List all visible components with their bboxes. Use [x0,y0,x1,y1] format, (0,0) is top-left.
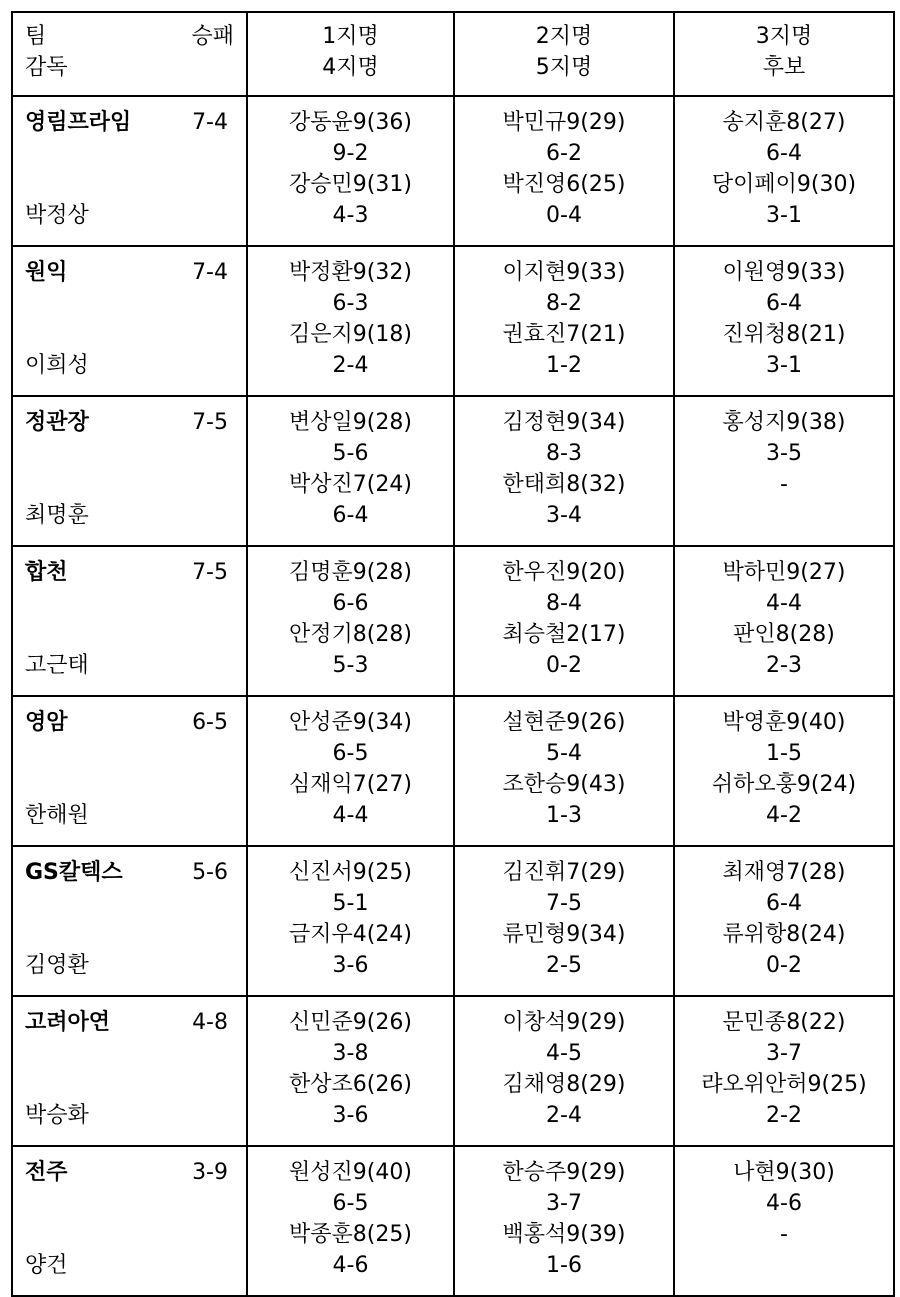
player-record: 3-1 [766,203,802,228]
player-cell-c1 [247,396,454,546]
player-record: 2-5 [546,953,582,978]
team-manager: 이희성 [25,353,89,378]
player-cell-c1 [247,96,454,246]
player-record: 0-4 [546,203,582,228]
header-pick3: 3지명 [755,24,813,49]
player-record: 3-8 [332,1041,369,1066]
player-record: 4-4 [332,803,369,828]
player-record: 3-1 [766,353,802,378]
team-record: 4-8 [192,1010,228,1035]
player-record: 6-6 [332,591,369,616]
team-manager: 한해원 [25,803,89,828]
player-cell-c2 [454,996,674,1146]
player-name: 박하민9(27) [722,560,846,585]
team-name: 합천 [25,560,68,585]
player-name: 당이페이9(30) [711,172,857,197]
team-row [12,696,894,846]
team-row [12,1146,894,1296]
player-name: 쉬하오훙9(24) [711,772,857,797]
player-name: 김명훈9(28) [289,560,412,585]
player-cell-c1 [247,546,454,696]
player-name: 신진서9(25) [289,860,412,885]
team-manager: 양건 [25,1253,68,1278]
table-body [12,12,894,1296]
player-name: 신민준9(26) [289,1010,412,1035]
player-record: 3-6 [332,953,369,978]
player-name: 랴오위안허9(25) [701,1072,867,1097]
player-record: 2-4 [546,1103,582,1128]
player-cell-c2 [454,1146,674,1296]
player-record: 3-5 [766,441,802,466]
team-cell [12,246,247,396]
player-record: 6-5 [332,1191,369,1216]
player-name: 박상진7(24) [289,472,412,497]
team-cell [12,96,247,246]
player-record: 6-2 [546,141,582,166]
player-cell-c1 [247,846,454,996]
team-name: 정관장 [25,410,89,435]
team-name: 영암 [25,710,68,735]
player-name: 판인8(28) [733,622,835,647]
player-cell-c2 [454,546,674,696]
team-name: 고려아연 [25,1010,111,1035]
player-name: 원성진9(40) [289,1160,412,1185]
player-record: 1-2 [546,353,582,378]
player-record: 6-5 [332,741,369,766]
team-record: 3-9 [192,1160,228,1185]
player-record: 8-2 [546,291,582,316]
player-record: 6-4 [766,891,802,916]
player-record: 3-4 [546,503,582,528]
header-manager: 감독 [25,55,68,80]
team-cell [12,996,247,1146]
team-cell [12,846,247,996]
player-cell-c3 [674,246,894,396]
player-cell-c2 [454,96,674,246]
player-name: 홍성지9(38) [722,410,846,435]
team-manager: 박승화 [25,1103,89,1128]
header-pick4: 4지명 [322,55,379,80]
player-record: 3-7 [766,1041,802,1066]
player-name: 박종훈8(25) [289,1222,412,1247]
team-record: 7-4 [192,110,228,135]
player-name: 최승철2(17) [502,622,626,647]
player-name: - [780,1222,788,1247]
player-cell-c2 [454,246,674,396]
player-cell-c2 [454,396,674,546]
team-name: 영림프라임 [25,110,132,135]
player-record: 4-4 [766,591,802,616]
player-name: 김정현9(34) [502,410,626,435]
header-row [12,12,894,96]
player-cell-c3 [674,696,894,846]
player-name: 강승민9(31) [289,172,412,197]
player-name: 금지우4(24) [289,922,412,947]
player-record: 2-2 [766,1103,802,1128]
player-name: 한태희8(32) [502,472,626,497]
team-manager: 고근태 [25,653,89,678]
header-pick1: 1지명 [322,24,379,49]
player-record: 6-4 [332,503,369,528]
player-record: 2-4 [332,353,369,378]
team-record: 7-5 [192,560,228,585]
player-name: 박영훈9(40) [722,710,846,735]
player-name: 김채영8(29) [502,1072,626,1097]
header-reserve: 후보 [762,55,806,80]
team-record: 5-6 [192,860,228,885]
player-record: 5-4 [546,741,582,766]
team-cell [12,1146,247,1296]
player-name: 한승주9(29) [502,1160,626,1185]
team-name: 전주 [25,1160,68,1185]
player-record: 5-1 [332,891,369,916]
player-name: 설현준9(26) [502,710,626,735]
player-name: 진위청8(21) [722,322,846,347]
player-record: 4-6 [332,1253,369,1278]
player-name: 안성준9(34) [289,710,412,735]
team-name: GS칼텍스 [25,860,123,885]
player-record: 8-4 [546,591,582,616]
draft-table [11,11,895,1297]
player-name: 한우진9(20) [502,560,626,585]
header-team-cell [12,12,247,96]
player-name: 권효진7(21) [502,322,626,347]
player-cell-c3 [674,96,894,246]
player-cell-c2 [454,696,674,846]
player-name: 심재익7(27) [289,772,412,797]
player-record: 6-4 [766,141,802,166]
team-record: 6-5 [192,710,228,735]
player-name: 류위항8(24) [722,922,846,947]
player-name: 박정환9(32) [289,260,412,285]
player-record [675,500,893,531]
player-name: 이원영9(33) [722,260,846,285]
player-name: 최재영7(28) [722,860,846,885]
player-record: 0-2 [766,953,802,978]
team-row [12,96,894,246]
team-row [12,546,894,696]
player-name: 박민규9(29) [502,110,626,135]
player-cell-c3 [674,1146,894,1296]
player-record: 5-6 [332,441,369,466]
player-name: 문민종8(22) [722,1010,846,1035]
player-cell-c3 [674,546,894,696]
team-row [12,396,894,546]
player-cell-c2 [454,846,674,996]
team-manager: 박정상 [25,203,89,228]
player-cell-c1 [247,1146,454,1296]
header-record: 승패 [191,24,234,49]
team-name: 원익 [25,260,68,285]
player-name: 한상조6(26) [289,1072,412,1097]
team-record: 7-5 [192,410,228,435]
player-record: 1-3 [546,803,582,828]
player-cell-c3 [674,996,894,1146]
team-row [12,846,894,996]
player-name: 송지훈8(27) [722,110,846,135]
player-record [675,1250,893,1281]
player-cell-c1 [247,696,454,846]
player-record: 3-7 [546,1191,582,1216]
player-record: 2-3 [766,653,802,678]
team-record: 7-4 [192,260,228,285]
player-name: 박진영6(25) [502,172,626,197]
player-name: 이지현9(33) [502,260,626,285]
player-record: 4-6 [766,1191,802,1216]
player-record: 3-6 [332,1103,369,1128]
player-record: 0-2 [546,653,582,678]
player-name: - [780,472,788,497]
header-team: 팀 [25,24,47,49]
team-cell [12,546,247,696]
player-record: 1-5 [766,741,802,766]
player-name: 김진휘7(29) [502,860,626,885]
player-record: 4-2 [766,803,802,828]
header-pick2-cell [454,12,674,96]
player-cell-c1 [247,246,454,396]
header-pick2: 2지명 [535,24,593,49]
player-name: 이창석9(29) [502,1010,626,1035]
team-cell [12,696,247,846]
player-cell-c1 [247,996,454,1146]
player-name: 강동윤9(36) [289,110,412,135]
header-pick1-cell [247,12,454,96]
player-record: 1-6 [546,1253,582,1278]
team-row [12,996,894,1146]
player-record: 7-5 [546,891,582,916]
team-manager: 최명훈 [25,503,89,528]
player-cell-c3 [674,846,894,996]
player-cell-c3 [674,396,894,546]
player-name: 조한승9(43) [502,772,626,797]
player-name: 김은지9(18) [289,322,412,347]
player-record: 8-3 [546,441,582,466]
team-manager: 김영환 [25,953,89,978]
player-name: 백홍석9(39) [502,1222,626,1247]
player-name: 나현9(30) [733,1160,835,1185]
header-pick3-cell [674,12,894,96]
player-record: 6-3 [332,291,369,316]
player-record: 9-2 [332,141,369,166]
team-cell [12,396,247,546]
team-row [12,246,894,396]
player-record: 4-5 [546,1041,582,1066]
player-record: 5-3 [332,653,369,678]
player-record: 6-4 [766,291,802,316]
player-record: 4-3 [332,203,369,228]
player-name: 변상일9(28) [289,410,412,435]
player-name: 류민형9(34) [502,922,626,947]
header-pick5: 5지명 [535,55,593,80]
player-name: 안정기8(28) [289,622,412,647]
